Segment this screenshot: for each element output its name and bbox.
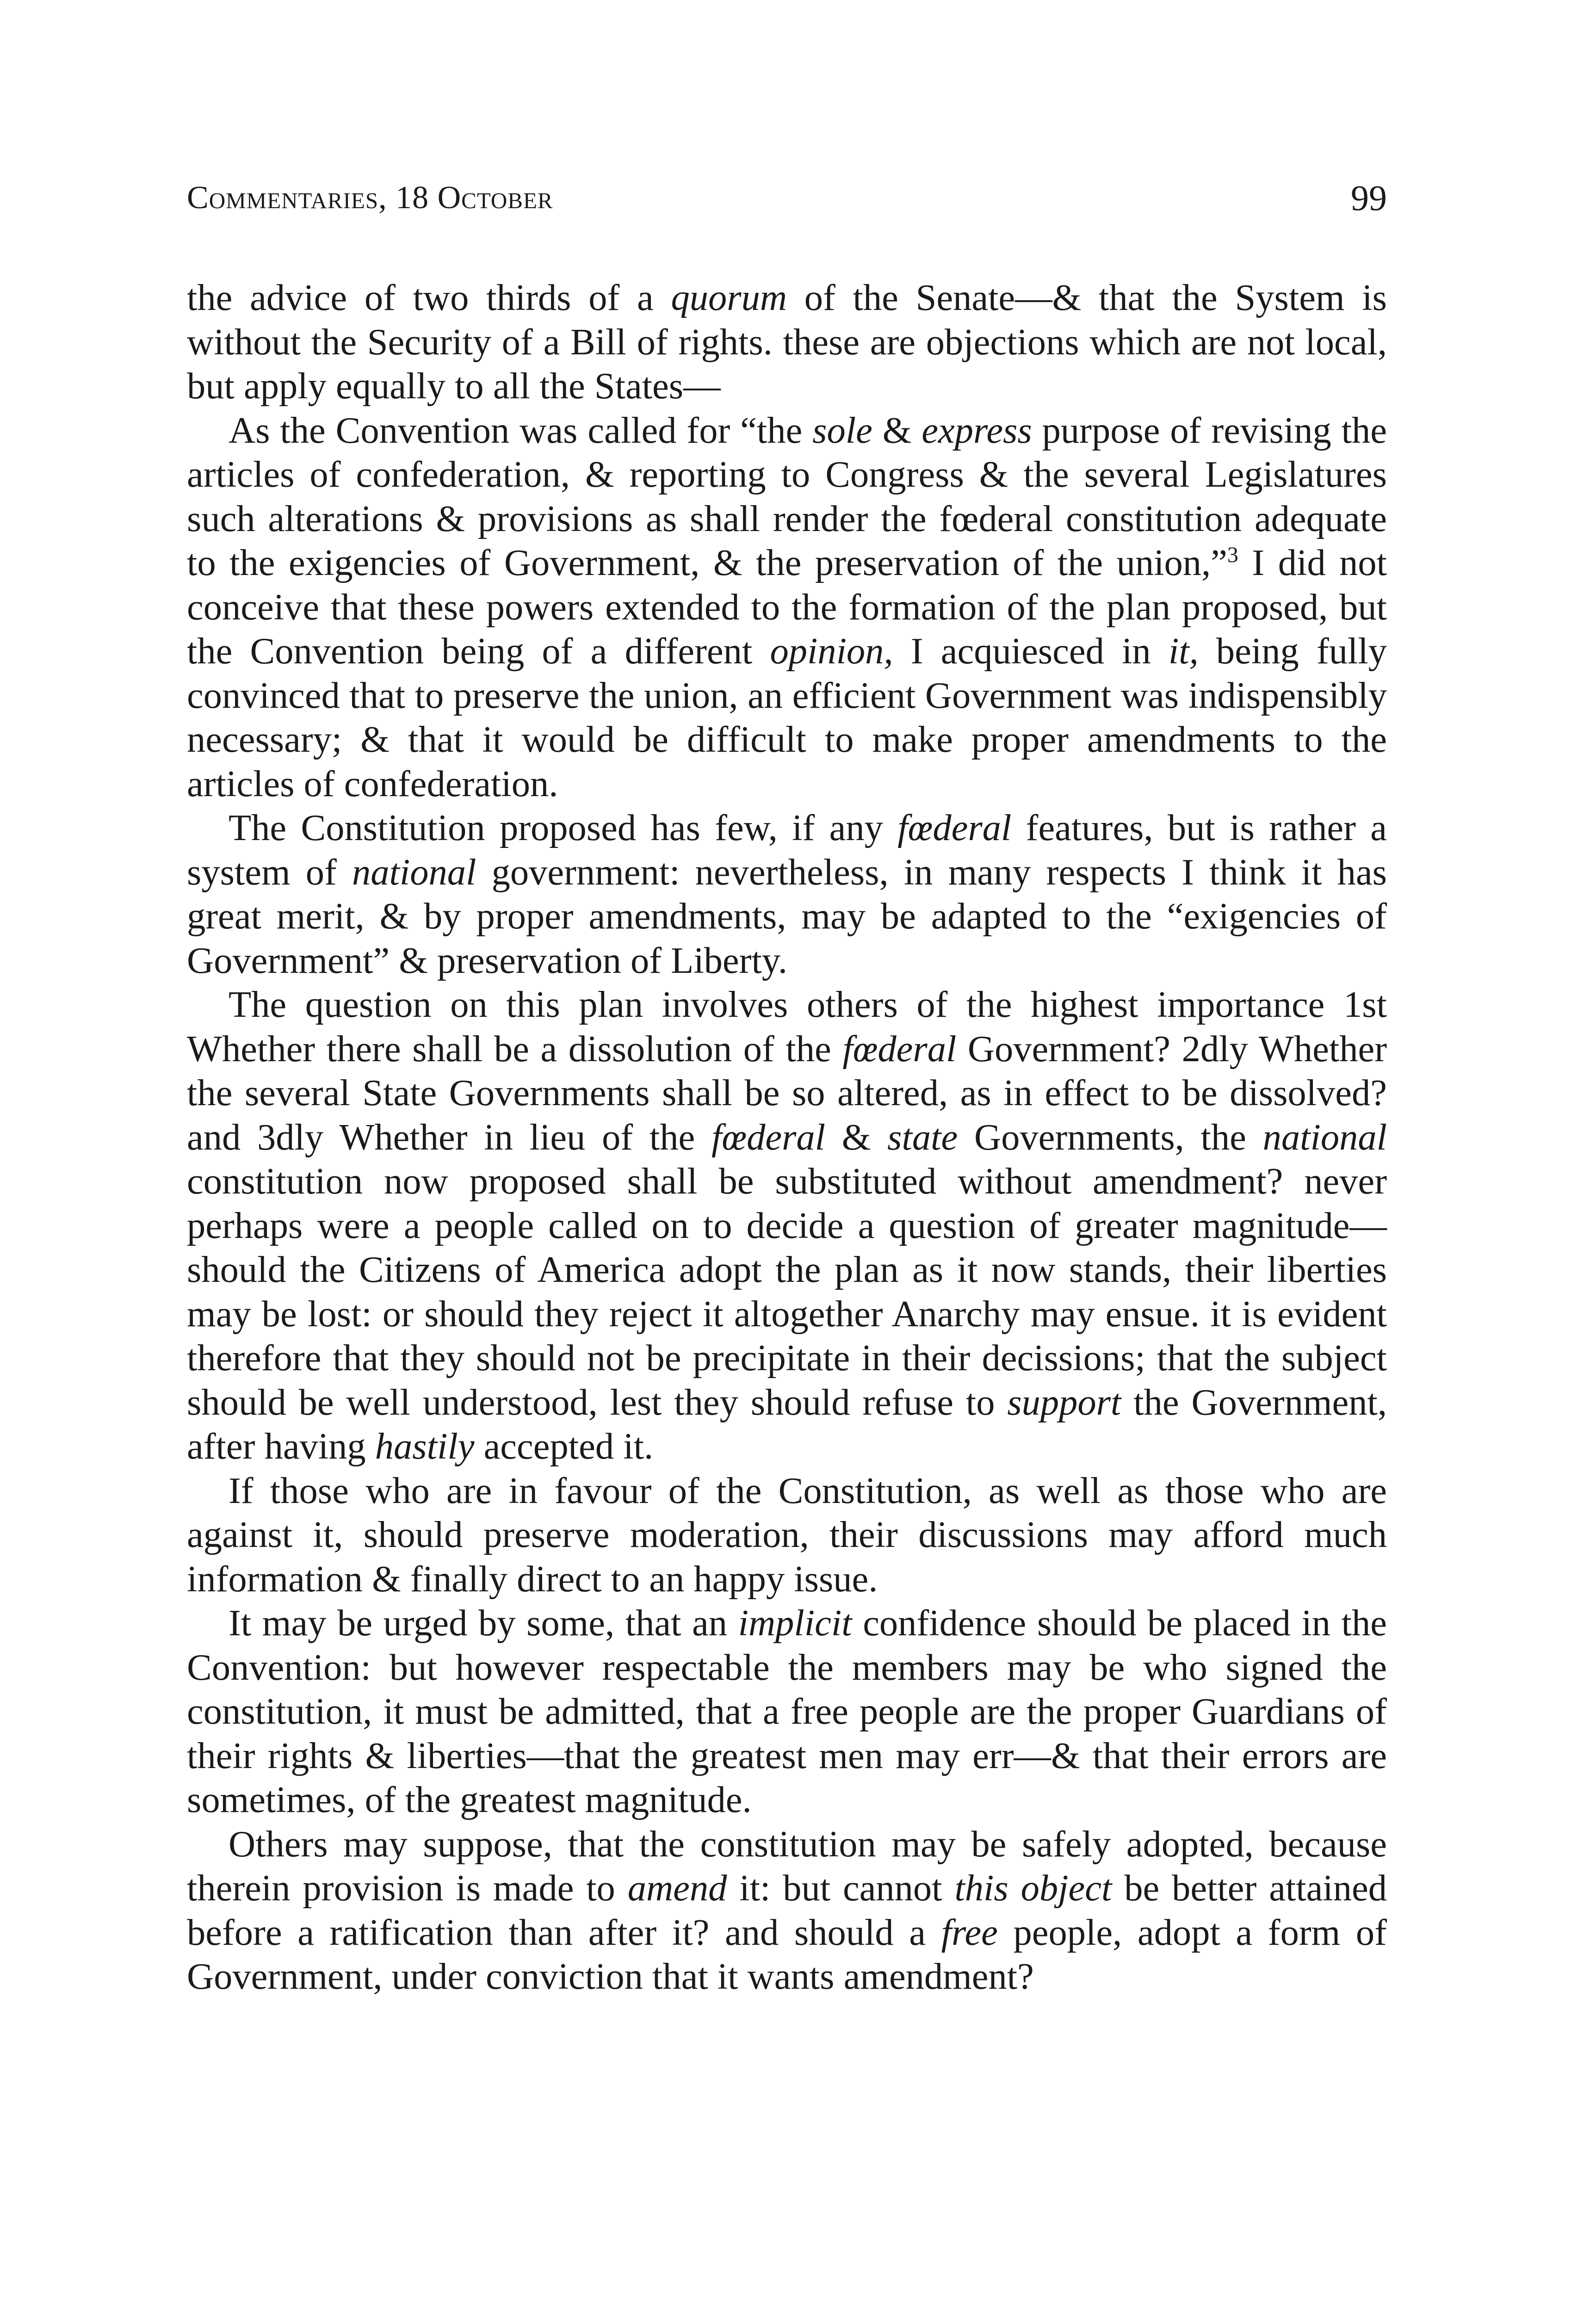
paragraph: [187, 408, 1387, 806]
paragraph: [187, 806, 1387, 983]
italic-text: implicit: [738, 1602, 852, 1644]
italic-text: free: [941, 1911, 998, 1953]
text-run: purpose of revising the articles of confederation, & reporting to Congress & the several Legislatures such alterations & provisions as shall render the fœderal constitution adequate to the exigencies of Government, & the preservation of the union,”: [187, 409, 1387, 583]
italic-text: fœderal: [711, 1116, 826, 1158]
text-run: The Constitution proposed has few, if any: [229, 807, 898, 848]
text-run: be better attained before a ratification than after it? and should a: [187, 1868, 1387, 1953]
italic-text: it,: [1168, 631, 1199, 672]
text-run: accepted it.: [474, 1426, 654, 1467]
paragraph: [187, 276, 1387, 408]
italic-text: this object: [954, 1868, 1112, 1909]
paragraph: [187, 1601, 1387, 1822]
text-run: It may be urged by some, that an: [229, 1602, 738, 1644]
text-run: I did not conceive that these powers extended to the formation of the plan proposed, but the Convention being of a different: [187, 542, 1387, 672]
text-run: Others may suppose, that the constitution may be safely adopted, because therein provision is made to: [187, 1823, 1387, 1909]
text-run: &: [825, 1116, 888, 1158]
italic-text: state: [887, 1116, 958, 1158]
text-run: being fully convinced that to preserve the union, an efficient Government was indispensibly necessary; & that it would be difficult to make proper amendments to the articles of confederation.: [187, 631, 1387, 804]
page-number: 99: [1351, 178, 1387, 218]
text-run: the advice of two thirds of a: [187, 277, 671, 318]
italic-text: fœderal: [897, 807, 1012, 848]
running-head: [187, 175, 1387, 221]
italic-text: support: [1007, 1381, 1121, 1423]
paragraph: [187, 1822, 1387, 1999]
text-run: features, but is rather a system of: [187, 807, 1387, 893]
text-run: If those who are in favour of the Constitution, as well as those who are against it, should preserve moderation, their discussions may afford much information & finally direct to an happy issue.: [187, 1470, 1387, 1600]
italic-text: opinion,: [770, 631, 893, 672]
text-run: confidence should be placed in the Convention: but however respectable the members may be who signed the constitution, it must be admitted, that a free people are the proper Guardians of their rights & liberties—that the greatest men may err—& that their errors are sometimes, of the greatest magnitude.: [187, 1602, 1387, 1820]
text-run: Government? 2dly Whether the several State Governments shall be so altered, as in effect to be dissolved? and 3dly Whether in lieu of the: [187, 1028, 1387, 1158]
italic-text: express: [922, 409, 1032, 451]
text-run: &: [872, 409, 922, 451]
text-run: Governments, the: [958, 1116, 1263, 1158]
text-run: I acquiesced in: [893, 631, 1169, 672]
italic-text: fœderal: [842, 1028, 957, 1070]
footnote-reference: 3: [1227, 543, 1238, 567]
text-run: people, adopt a form of Government, under conviction that it wants amendment?: [187, 1911, 1387, 1997]
text-run: government: nevertheless, in many respects I think it has great merit, & by proper amendments, may be adapted to the “exigencies of Government” & preservation of Liberty.: [187, 851, 1387, 981]
body-text: [187, 276, 1387, 1999]
italic-text: national: [352, 851, 476, 893]
italic-text: national: [1262, 1116, 1387, 1158]
italic-text: sole: [812, 409, 872, 451]
italic-text: hastily: [375, 1426, 475, 1467]
text-run: As the Convention was called for “the: [229, 409, 813, 451]
paragraph: [187, 983, 1387, 1469]
text-run: the Government, after having: [187, 1381, 1387, 1467]
italic-text: amend: [627, 1868, 727, 1909]
text-run: The question on this plan involves others of the highest importance 1st Whether there shall be a dissolution of the: [187, 984, 1387, 1070]
running-title: Commentaries, 18 October: [187, 180, 553, 216]
text-run: it: but cannot: [727, 1868, 955, 1909]
italic-text: quorum: [671, 277, 787, 318]
text-run: constitution now proposed shall be substituted without amendment? never perhaps were a people called on to decide a question of greater magnitude—should the Citizens of America adopt the plan as it now stands, their liberties may be lost: or should they reject it altogether Anarchy may ensue. it is evident therefore that they should not be precipitate in their decissions; that the subject should be well understood, lest they should refuse to: [187, 1161, 1387, 1423]
text-run: of the Senate—& that the System is without the Security of a Bill of rights. these are objections which are not local, but apply equally to all the States—: [187, 277, 1387, 407]
paragraph: [187, 1469, 1387, 1602]
